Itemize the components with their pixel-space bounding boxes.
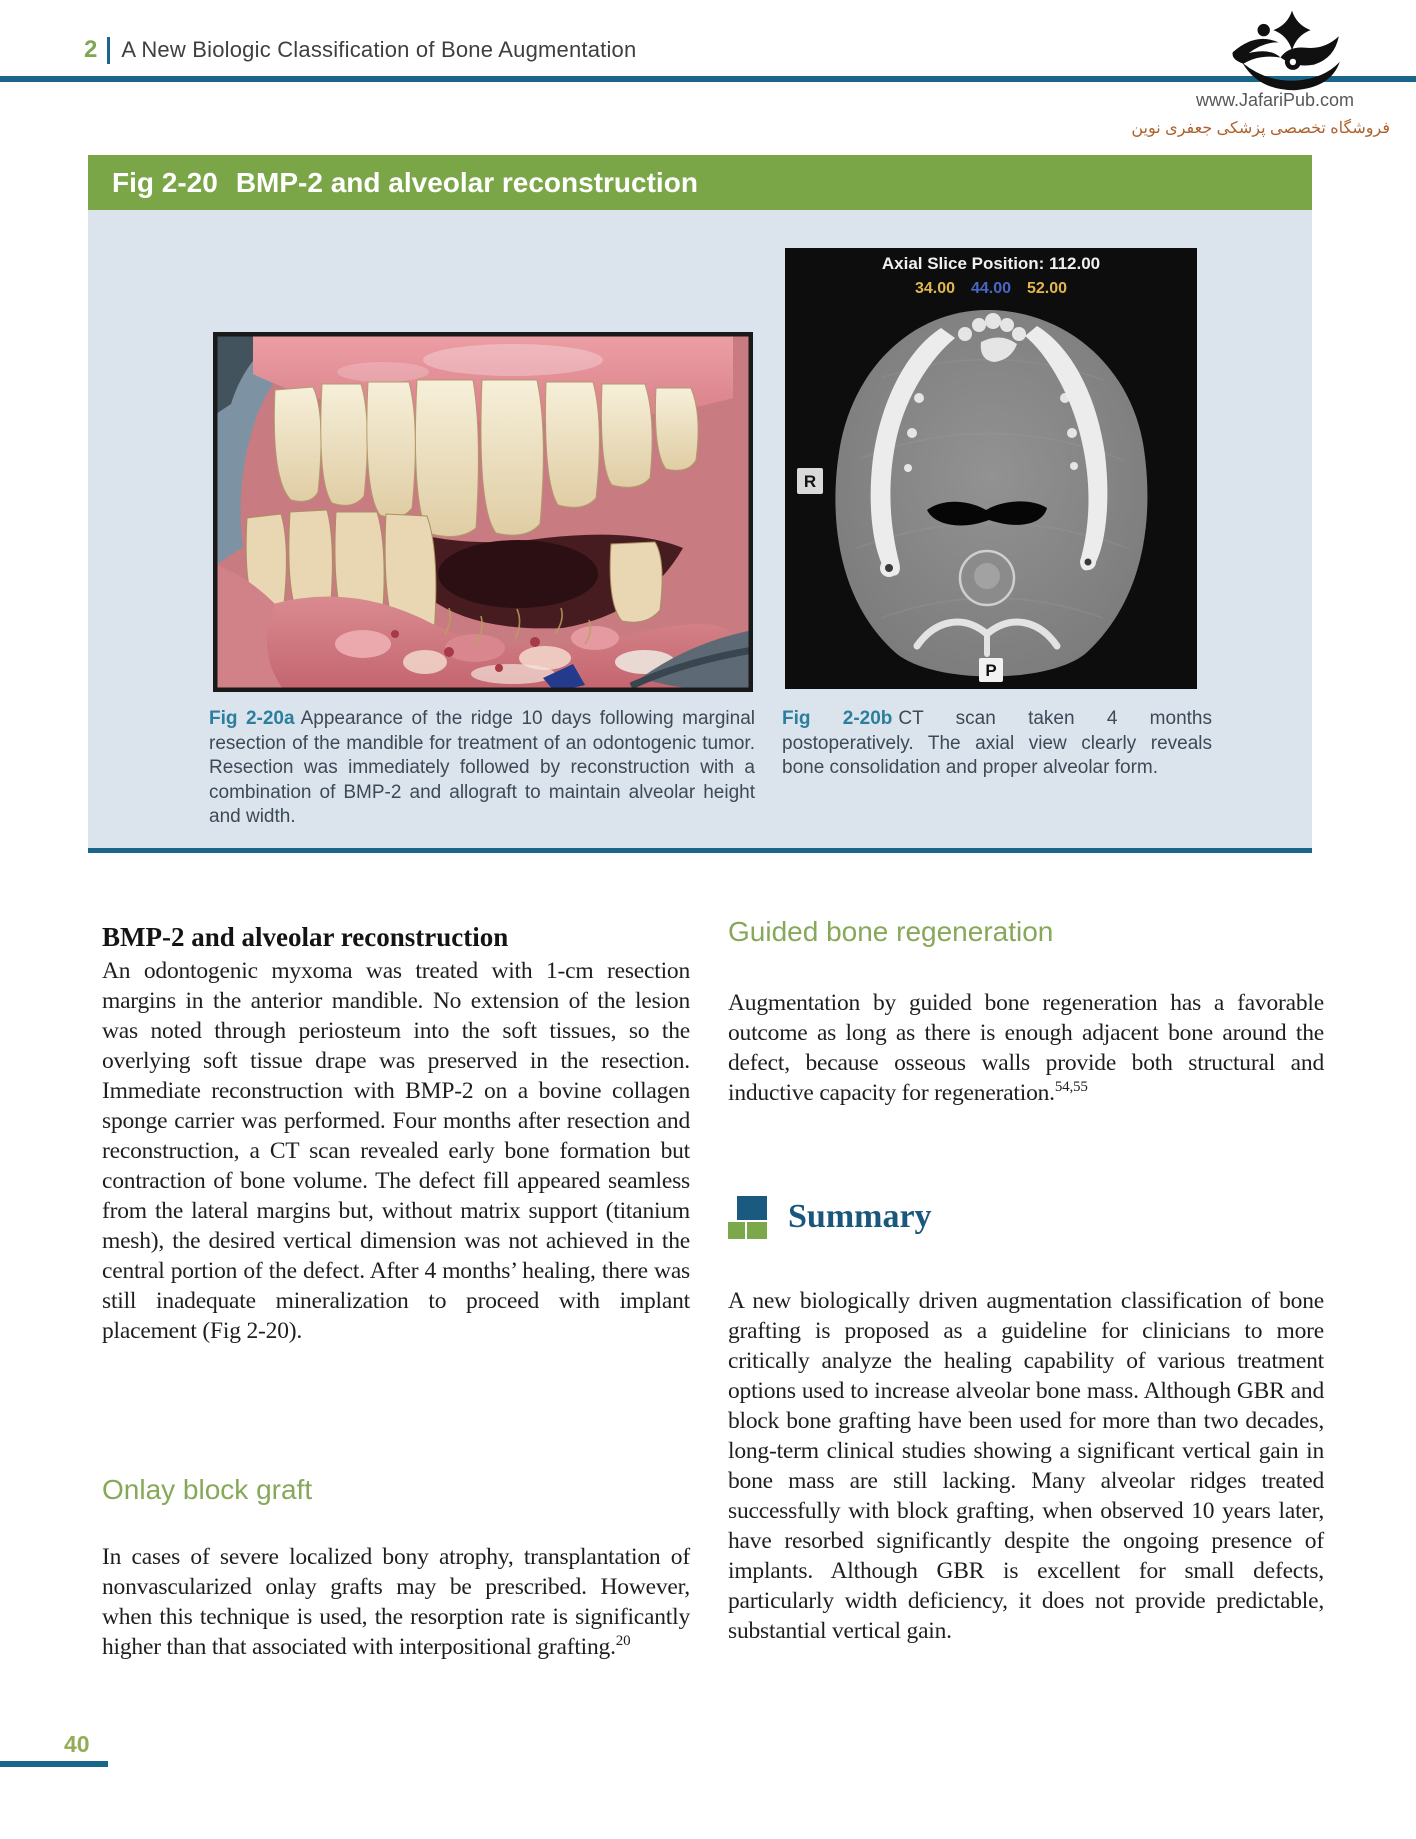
caption-a-text: Appearance of the ridge 10 days following marginal resection of the mandible for treatment of an odontogenic tumor. Resection was immediately followed by reconstruction with a combination of BMP-2 and allograft to maintain alveolar height and width. [209,708,755,827]
caption-b-text: CT scan taken 4 months postoperatively. The axial view clearly reveals bone consolidation and proper alveolar form. [782,708,1212,778]
header-divider [107,37,110,64]
publisher-url: www.JafariPub.com [1195,90,1355,110]
gbr-text: Augmentation by guided bone regeneration has a favorable outcome as long as there is enough adjacent bone around the defect, because osseous walls provide both structural and inductive capacity for regeneration. [728,990,1324,1106]
summary-icon-blue-square [737,1196,767,1220]
section-onlay-body-block [102,1542,690,1662]
clinical-photo-fig-2-20a [213,332,753,692]
onlay-text: In cases of severe localized bony atrophy, transplantation of nonvascularized onlay grafts may be prescribed. However, when this technique is used, the resorption rate is significantly higher than that associated with interpositional grafting. [102,1544,690,1660]
ct-marker-posterior: P [985,661,997,680]
bmp2-heading: BMP-2 and alveolar reconstruction [102,922,509,952]
ct-slice-position-text: Axial Slice Position: 112.00 [881,254,1101,273]
header-rule [0,76,1416,82]
summary-squares-icon [728,1194,774,1240]
section-gbr-body-block [728,988,1324,1108]
summary-icon-green-square-2 [747,1222,767,1239]
chapter-header [84,36,636,64]
gbr-reference: 54,55 [1054,1079,1088,1096]
summary-heading: Summary [788,1198,932,1235]
figure-panel [88,210,1312,853]
figure-title: BMP-2 and alveolar reconstruction [235,166,698,198]
onlay-reference: 20 [615,1633,631,1650]
section-bmp2-body-block [102,956,690,1346]
chapter-title: A New Biologic Classification of Bone Augmentation [121,37,637,62]
figure-title-bar [88,155,1312,210]
ct-value-2: 44.00 [970,280,1012,297]
summary-paragraph: A new biologically driven augmentation classification of bone grafting is proposed as a guideline for clinicians to more critically analyze the healing capability of various treatment options used to increase alveolar bone mass. Although GBR and block bone grafting have been used for more than two decades, long-term clinical studies showing a significant vertical gain in bone mass are still lacking. Many alveolar ridges treated successfully with block grafting, when observed 10 years later, have resorbed significantly despite the ongoing presence of implants. Although GBR is excellent for small defects, particularly width deficiency, it does not provide predictable, substantial vertical gain. [728,1288,1324,1644]
section-onlay-heading-block [102,1474,690,1506]
section-gbr-heading-block [728,916,1324,948]
publisher-logo-ornament [1222,8,1362,97]
publisher-persian-tagline: فروشگاه تخصصی پزشکی جعفری نوین [1131,120,1390,137]
figure-2-20-box [88,155,1312,853]
caption-b-label: Fig 2-20b [782,708,893,729]
caption-fig-2-20a [209,707,755,830]
ct-value-3: 52.00 [1026,280,1068,297]
figure-number: Fig 2-20 [112,166,218,198]
section-bmp2-heading-block [102,922,690,953]
caption-a-label: Fig 2-20a [209,708,295,729]
calligraphy-ornament-icon [1222,8,1362,92]
onlay-paragraph [102,1542,690,1662]
chapter-number: 2 [84,36,98,63]
onlay-heading: Onlay block graft [102,1474,313,1505]
ct-marker-right: R [803,472,817,491]
summary-icon-green-square-1 [728,1222,745,1239]
caption-fig-2-20b [782,707,1212,781]
ct-scan-fig-2-20b [785,248,1197,689]
bmp2-paragraph: An odontogenic myxoma was treated with 1-cm resection margins in the anterior mandible. No extension of the lesion was noted through periosteum into the soft tissues, so the overlying soft tissue drape was preserved in the resection. Immediate reconstruction with BMP-2 on a bovine collagen sponge carrier was performed. Four months after resection and reconstruction, a CT scan revealed early bone formation but contraction of bone volume. The defect fill appeared seamless from the lateral margins but, without matrix support (titanium mesh), the desired vertical dimension was not achieved in the central portion of the defect. After 4 months’ healing, there was still inadequate mineralization to proceed with implant placement (Fig 2-20). [102,958,690,1344]
axial-ct-illustration [785,248,1197,689]
summary-body-block [728,1286,1324,1646]
page-number: 40 [64,1731,90,1757]
ct-value-1: 34.00 [914,280,956,297]
footer-rule [0,1761,108,1767]
intraoral-photo-illustration [213,332,753,692]
gbr-paragraph [728,988,1324,1108]
summary-heading-block [728,1194,1324,1240]
gbr-heading: Guided bone regeneration [728,916,1054,947]
